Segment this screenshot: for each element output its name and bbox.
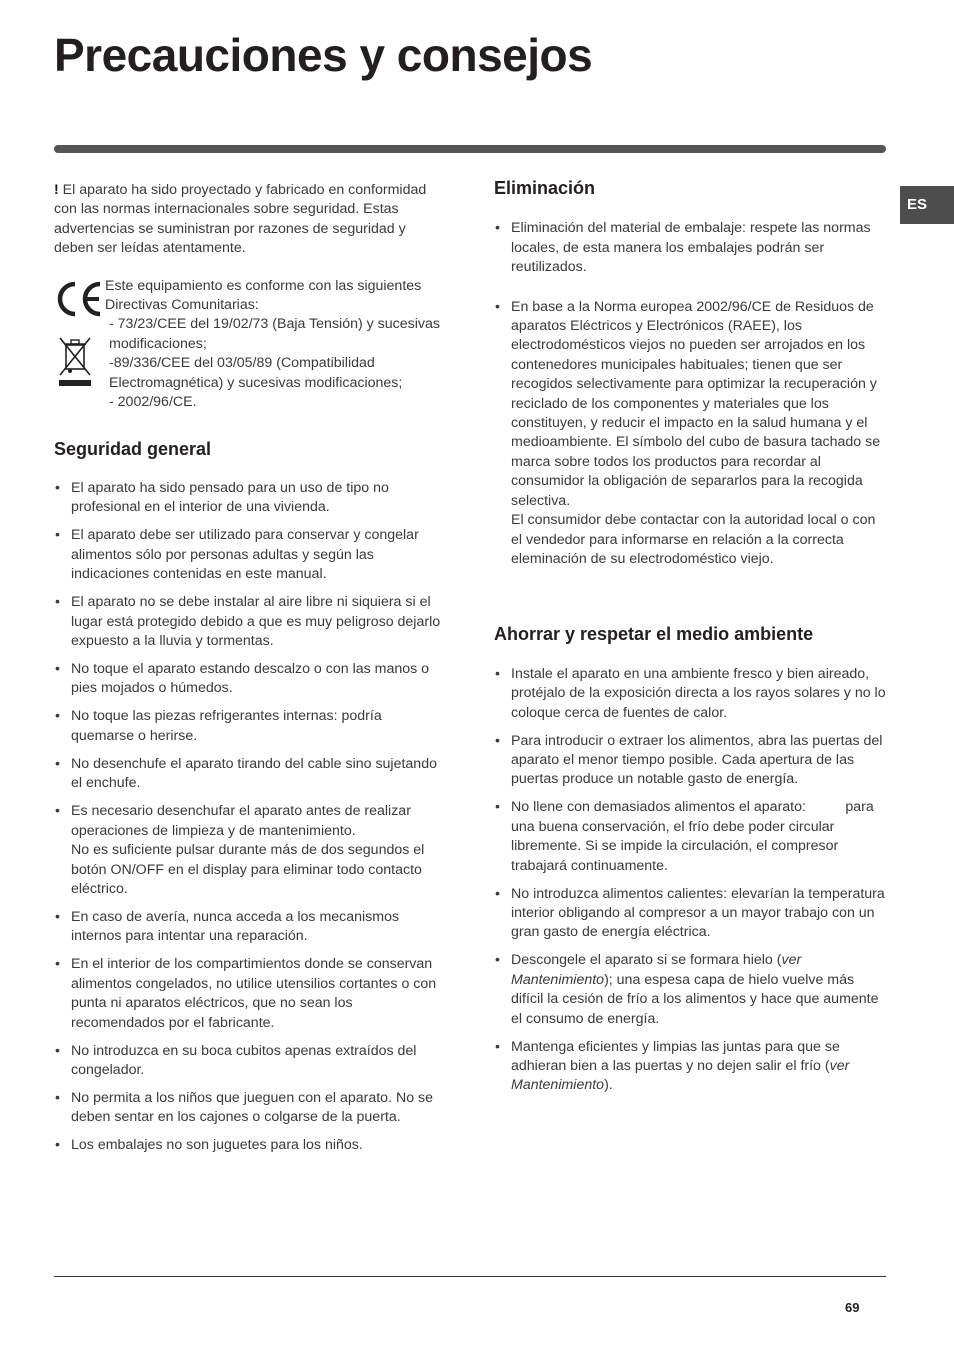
page-number: 69 <box>845 1300 860 1315</box>
directive-item: - 73/23/CEE del 19/02/73 (Baja Tensión) y sucesivas modificaciones; <box>109 316 440 352</box>
eliminacion-heading: Eliminación <box>494 178 596 198</box>
list-item-extra: El consumidor debe contactar con la autoridad local o con el vendedor para informarse en relación a la correcta eleminación de su electrodoméstico viejo. <box>511 512 876 567</box>
intro-text: El aparato ha sido proyectado y fabricado en conformidad con las normas internacionales sobre seguridad. Estas advertencias se suministran por razones de seguridad y deben ser leídas atentamente. <box>54 182 427 257</box>
intro-paragraph <box>54 181 446 259</box>
list-item: • No introduzca en su boca cubitos apenas extraídos del congelador. <box>54 1042 446 1081</box>
list-item-text: Mantenga eficientes y limpias las juntas para que se adhieran bien a las puertas y no dejen salir el frío ( <box>511 1038 840 1074</box>
list-item <box>494 298 888 570</box>
page-title: Precauciones y consejos <box>54 29 593 81</box>
list-item: • No toque las piezas refrigerantes internas: podría quemarse o herirse. <box>54 707 446 746</box>
seguridad-heading: Seguridad general <box>54 438 212 459</box>
list-item <box>54 802 446 899</box>
list-item-text: Descongele el aparato si se formara hielo ( <box>511 952 782 969</box>
maintenance-reference: ver Mantenimiento <box>511 1058 850 1094</box>
ahorrar-list <box>494 665 888 1096</box>
list-item-text: ); una espesa capa de hielo vuelve más difícil la cesión de frío a los alimentos y hace que aumente el consumo de energía. <box>511 971 879 1027</box>
right-column <box>494 179 888 1104</box>
crossed-bin-icon <box>56 335 94 387</box>
list-item-text: • En base a la Norma europea 2002/96/CE de Residuos de aparatos Eléctricos y Electrónicos (RAEE), los electrodomésticos viejos no pueden ser arrojados en los contenedores municipales habituales; tienen que ser recogidos selectivamente para optimizar la recuperación y reciclado de los componentes y materiales que los constituyen, y reducir el impacto en la salud humana y el medioambiente. El símbolo del cubo de basura tachado se marca sobre todos los productos para recordar al consumidor la obligación de separarlos para la recogida selectiva. <box>511 298 881 509</box>
footer-divider <box>54 1276 886 1277</box>
header-divider <box>54 145 886 153</box>
language-tab: ES <box>900 186 954 224</box>
list-item: • Para introducir o extraer los alimentos, abra las puertas del aparato el menor tiempo posible. Cada apertura de las puertas produce un notable gasto de energía. <box>494 732 888 790</box>
maintenance-reference: ver Mantenimiento <box>511 952 802 988</box>
list-item-extra: No es suficiente pulsar durante más de dos segundos el botón ON/OFF en el display para eliminar todo contacto eléctrico. <box>71 842 425 897</box>
warning-mark: ! <box>54 182 59 198</box>
eliminacion-list <box>494 219 888 569</box>
list-item-text: ). <box>604 1077 613 1094</box>
directive-item: - 2002/96/CE. <box>109 394 197 411</box>
list-item: • El aparato ha sido pensado para un uso de tipo no profesional en el interior de una vivienda. <box>54 479 446 518</box>
list-item <box>494 1038 888 1096</box>
list-item: • Eliminación del material de embalaje: respete las normas locales, de esta manera los embalajes podrán ser reutilizados. <box>494 219 888 277</box>
list-item: • Los embalajes no son juguetes para los niños. <box>54 1136 446 1155</box>
directive-item: -89/336/CEE del 03/05/89 (Compatibilidad Electromagnética) y sucesivas modificaciones; <box>109 355 403 391</box>
list-item <box>494 951 888 1029</box>
list-item: • No permita a los niños que jueguen con el aparato. No se deben sentar en los cajones o colgarse de la puerta. <box>54 1089 446 1128</box>
list-item: • No llene con demasiados alimentos el aparato: para una buena conservación, el frío debe poder circular libremente. Si se impide la circulación, el compresor trabajará continuamente. <box>494 798 888 876</box>
list-item: • El aparato no se debe instalar al aire libre ni siquiera si el lugar está protegido debido a que es muy peligroso dejarlo expuesto a la lluvia y tormentas. <box>54 593 446 651</box>
directives-text <box>105 277 450 413</box>
ce-mark-icon <box>54 281 104 317</box>
list-item: • No toque el aparato estando descalzo o con las manos o pies mojados o húmedos. <box>54 660 446 699</box>
ahorrar-heading: Ahorrar y respetar el medio ambiente <box>494 624 814 645</box>
list-item-text: Es necesario desenchufar el aparato antes de realizar operaciones de limpieza y de mantenimiento. <box>71 803 411 839</box>
list-item: • En el interior de los compartimientos donde se conservan alimentos congelados, no utilice utensilios cortantes o con punta ni aparatos eléctricos, que no sean los recomendados por el fabricante. <box>54 955 446 1033</box>
list-item: • El aparato debe ser utilizado para conservar y congelar alimentos sólo por personas adultas y según las indicaciones contenidas en este manual. <box>54 526 446 584</box>
seguridad-list <box>54 479 446 1156</box>
list-item: • No desenchufe el aparato tirando del cable sino sujetando el enchufe. <box>54 755 446 794</box>
list-item: • No introduzca alimentos calientes: elevarían la temperatura interior obligando al compresor a un mayor trabajo con un gran gasto de energía eléctrica. <box>494 885 888 943</box>
list-item: • Instale el aparato en una ambiente fresco y bien aireado, protéjalo de la exposición directa a los rayos solares y no lo coloque cerca de fuentes de calor. <box>494 665 888 723</box>
left-column <box>54 181 446 1164</box>
directives-lead: Este equipamiento es conforme con las siguientes Directivas Comunitarias: <box>105 277 422 314</box>
directives-block <box>54 277 446 411</box>
list-item: • En caso de avería, nunca acceda a los mecanismos internos para intentar una reparación. <box>54 908 446 947</box>
